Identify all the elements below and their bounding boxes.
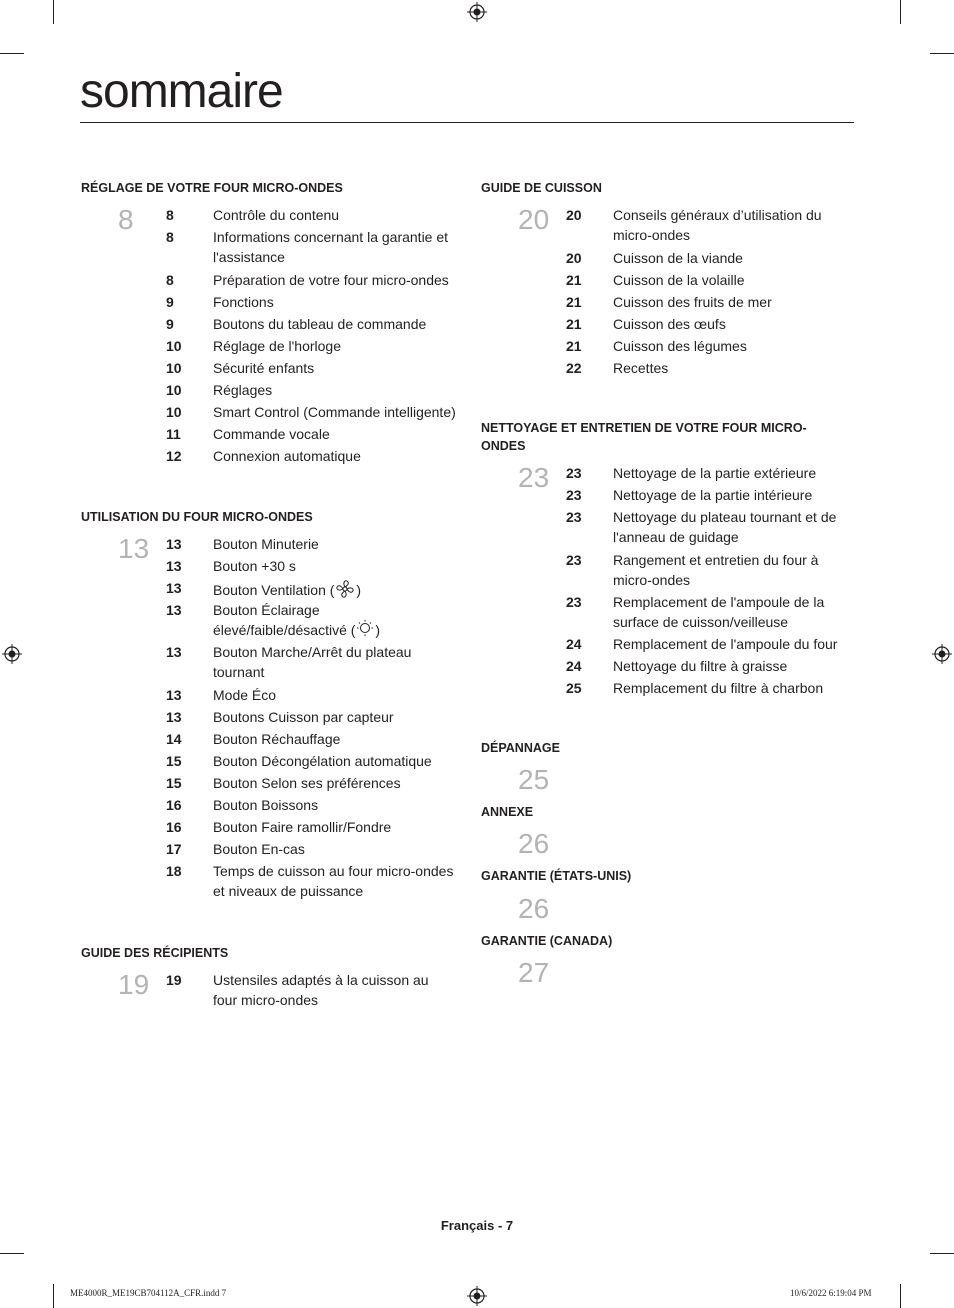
toc-text: Remplacement de l'ampoule de la surface de cuisson/veilleuse xyxy=(613,594,825,630)
toc-text-after: ) xyxy=(356,582,362,599)
section-heading: GARANTIE (ÉTATS-UNIS) xyxy=(481,869,632,883)
toc-text: Réglage de l'horloge xyxy=(213,338,341,354)
toc-text: Smart Control (Commande intelligente) xyxy=(213,404,456,420)
crop-mark xyxy=(930,1253,954,1254)
toc-text-after: ) xyxy=(375,622,381,639)
toc-page: 14 xyxy=(166,731,182,747)
toc-entry[interactable] xyxy=(166,707,456,729)
toc-entry[interactable] xyxy=(166,292,456,314)
toc-page: 15 xyxy=(166,775,182,791)
toc-list xyxy=(166,205,456,468)
section-heading: GUIDE DES RÉCIPIENTS xyxy=(81,946,229,960)
toc-entry[interactable] xyxy=(166,380,456,402)
toc-text: Nettoyage du filtre à graisse xyxy=(613,658,788,674)
toc-entry[interactable] xyxy=(166,446,456,468)
section-reglage xyxy=(81,179,461,197)
toc-entry[interactable] xyxy=(166,424,456,446)
crop-mark xyxy=(900,1284,901,1308)
toc-page: 13 xyxy=(166,580,182,596)
toc-page: 16 xyxy=(166,819,182,835)
toc-page: 20 xyxy=(566,207,582,223)
section-start-page: 27 xyxy=(518,957,550,988)
toc-entry[interactable] xyxy=(166,839,456,861)
registration-mark-icon xyxy=(467,1286,487,1306)
toc-text: Bouton Décongélation automatique xyxy=(213,753,432,769)
toc-entry[interactable] xyxy=(166,861,456,903)
section-start-page: 20 xyxy=(518,204,550,235)
section-heading: ANNEXE xyxy=(481,805,534,819)
title-rule xyxy=(80,122,854,123)
toc-page: 23 xyxy=(566,509,582,525)
toc-text: Cuisson de la volaille xyxy=(613,272,745,288)
toc-page: 15 xyxy=(166,753,182,769)
crop-mark xyxy=(53,0,54,24)
toc-page: 10 xyxy=(166,404,182,420)
toc-page: 8 xyxy=(166,229,174,245)
toc-text: Nettoyage de la partie extérieure xyxy=(613,465,817,481)
toc-entry[interactable] xyxy=(166,578,456,600)
toc-entry[interactable] xyxy=(566,270,856,292)
toc-entry[interactable] xyxy=(566,358,856,380)
toc-page: 9 xyxy=(166,294,174,310)
toc-text: Nettoyage de la partie intérieure xyxy=(613,487,813,503)
toc-page: 23 xyxy=(566,487,582,503)
toc-list xyxy=(166,970,456,1012)
toc-text: Connexion automatique xyxy=(213,448,361,464)
toc-entry[interactable] xyxy=(166,402,456,424)
toc-page: 22 xyxy=(566,360,582,376)
toc-text: Sécurité enfants xyxy=(213,360,315,376)
section-start-page: 26 xyxy=(518,828,550,859)
toc-entry[interactable] xyxy=(166,336,456,358)
section-start-page: 19 xyxy=(118,969,150,1000)
print-timestamp: 10/6/2022 6:19:04 PM xyxy=(790,1288,872,1298)
section-recipients xyxy=(81,944,461,962)
toc-entry[interactable] xyxy=(566,314,856,336)
section-utilisation xyxy=(81,508,461,526)
toc-text: Bouton +30 s xyxy=(213,558,296,574)
toc-page: 13 xyxy=(166,709,182,725)
toc-text: Bouton Selon ses préférences xyxy=(213,775,401,791)
toc-page: 13 xyxy=(166,558,182,574)
toc-page: 8 xyxy=(166,207,174,223)
section-start-page: 8 xyxy=(118,204,134,235)
section-start-page: 23 xyxy=(518,462,550,493)
toc-page: 19 xyxy=(166,972,182,988)
crop-mark xyxy=(930,53,954,54)
crop-mark xyxy=(0,53,24,54)
section-heading: UTILISATION DU FOUR MICRO-ONDES xyxy=(81,510,313,524)
toc-page: 8 xyxy=(166,272,174,288)
toc-page: 10 xyxy=(166,382,182,398)
toc-entry[interactable] xyxy=(566,292,856,314)
toc-text: Rangement et entretien du four à micro-ondes xyxy=(613,552,819,588)
toc-entry[interactable] xyxy=(166,534,456,556)
toc-page: 16 xyxy=(166,797,182,813)
toc-text: Cuisson de la viande xyxy=(613,250,743,266)
toc-entry[interactable] xyxy=(566,336,856,358)
toc-page: 25 xyxy=(566,680,582,696)
toc-entry[interactable] xyxy=(566,463,856,485)
toc-page: 12 xyxy=(166,448,182,464)
toc-page: 24 xyxy=(566,658,582,674)
toc-text: Réglages xyxy=(213,382,273,398)
toc-text: Bouton Marche/Arrêt du plateau tournant xyxy=(213,644,412,680)
toc-entry[interactable] xyxy=(166,970,456,1012)
registration-mark-icon xyxy=(2,644,22,664)
toc-page: 9 xyxy=(166,316,174,332)
toc-text: Bouton Faire ramollir/Fondre xyxy=(213,819,392,835)
toc-text: Commande vocale xyxy=(213,426,330,442)
toc-page: 17 xyxy=(166,841,182,857)
crop-mark xyxy=(900,0,901,24)
registration-mark-icon xyxy=(467,2,487,22)
toc-page: 13 xyxy=(166,602,182,618)
toc-entry[interactable] xyxy=(166,227,456,270)
section-heading: NETTOYAGE ET ENTRETIEN DE VOTRE FOUR MICRO-ONDES xyxy=(481,421,807,453)
toc-entry[interactable] xyxy=(166,795,456,817)
section-cuisson xyxy=(481,179,861,197)
section-annexe[interactable] xyxy=(481,803,781,821)
toc-entry[interactable] xyxy=(166,685,456,707)
toc-entry[interactable] xyxy=(566,550,856,592)
toc-entry[interactable] xyxy=(566,248,856,270)
toc-text: Nettoyage du plateau tournant et de l'anneau de guidage xyxy=(613,509,837,545)
toc-entry[interactable] xyxy=(566,205,856,248)
page-title: sommaire xyxy=(80,65,283,118)
toc-entry[interactable] xyxy=(566,507,856,550)
toc-text-before: Bouton Ventilation ( xyxy=(213,582,335,599)
toc-text: Cuisson des légumes xyxy=(613,338,747,354)
toc-text: Ustensiles adaptés à la cuisson au four micro-ondes xyxy=(213,972,429,1008)
page-footer: Français - 7 xyxy=(440,1218,514,1233)
toc-text: Boutons du tableau de commande xyxy=(213,316,427,332)
toc-text: Cuisson des fruits de mer xyxy=(613,294,772,310)
toc-entry[interactable] xyxy=(566,485,856,507)
toc-text-before: Bouton Éclairage élevé/faible/désactivé ( xyxy=(213,602,356,639)
file-slug: ME4000R_ME19CB704112A_CFR.indd 7 xyxy=(70,1288,227,1298)
registration-mark-icon xyxy=(932,644,952,664)
toc-list xyxy=(566,205,856,380)
toc-text: Bouton Minuterie xyxy=(213,536,319,552)
toc-entry[interactable] xyxy=(166,314,456,336)
toc-text: Conseils généraux d’utilisation du micro-ondes xyxy=(613,207,822,243)
toc-page: 23 xyxy=(566,594,582,610)
toc-entry[interactable] xyxy=(566,634,856,656)
toc-page: 21 xyxy=(566,338,582,354)
toc-text xyxy=(213,600,455,643)
toc-text: Contrôle du contenu xyxy=(213,207,340,223)
toc-text: Informations concernant la garantie et l'assistance xyxy=(213,229,449,265)
toc-page: 24 xyxy=(566,636,582,652)
section-garantie-us[interactable] xyxy=(481,867,781,885)
toc-entry[interactable] xyxy=(566,592,856,634)
toc-page: 20 xyxy=(566,250,582,266)
toc-text: Bouton Boissons xyxy=(213,797,319,813)
toc-page: 23 xyxy=(566,465,582,481)
section-heading: GUIDE DE CUISSON xyxy=(481,181,602,195)
toc-entry[interactable] xyxy=(166,642,456,685)
toc-page: 21 xyxy=(566,272,582,288)
toc-entry[interactable] xyxy=(166,751,456,773)
toc-page: 10 xyxy=(166,360,182,376)
toc-list xyxy=(566,463,856,700)
toc-text: Cuisson des œufs xyxy=(613,316,726,332)
section-heading: GARANTIE (CANADA) xyxy=(481,934,613,948)
crop-mark xyxy=(53,1284,54,1308)
section-depannage[interactable] xyxy=(481,739,781,757)
toc-text: Remplacement du filtre à charbon xyxy=(613,680,824,696)
toc-page: 23 xyxy=(566,552,582,568)
section-start-page: 13 xyxy=(118,533,150,564)
toc-text: Remplacement de l'ampoule du four xyxy=(613,636,838,652)
section-heading: DÉPANNAGE xyxy=(481,741,560,755)
toc-text: Préparation de votre four micro-ondes xyxy=(213,272,449,288)
crop-mark xyxy=(0,1253,24,1254)
toc-entry[interactable] xyxy=(166,817,456,839)
toc-list xyxy=(166,534,456,903)
toc-page: 13 xyxy=(166,644,182,660)
toc-text: Boutons Cuisson par capteur xyxy=(213,709,394,725)
toc-page: 11 xyxy=(166,426,181,442)
toc-entry[interactable] xyxy=(166,729,456,751)
toc-entry[interactable] xyxy=(566,678,856,700)
toc-entry[interactable] xyxy=(566,656,856,678)
toc-page: 13 xyxy=(166,536,182,552)
toc-entry[interactable] xyxy=(166,556,456,578)
toc-text: Bouton En-cas xyxy=(213,841,305,857)
toc-entry[interactable] xyxy=(166,205,456,227)
section-start-page: 26 xyxy=(518,893,550,924)
toc-entry[interactable] xyxy=(166,773,456,795)
toc-entry[interactable] xyxy=(166,600,456,642)
toc-text: Bouton Réchauffage xyxy=(213,731,341,747)
toc-text: Temps de cuisson au four micro-ondes et niveaux de puissance xyxy=(213,863,454,899)
section-heading: RÉGLAGE DE VOTRE FOUR MICRO-ONDES xyxy=(81,181,343,195)
toc-page: 13 xyxy=(166,687,182,703)
toc-entry[interactable] xyxy=(166,270,456,292)
toc-page: 18 xyxy=(166,863,182,879)
section-garantie-ca[interactable] xyxy=(481,932,781,950)
section-nettoyage xyxy=(481,419,821,455)
toc-text: Recettes xyxy=(613,360,669,376)
toc-page: 10 xyxy=(166,338,182,354)
light-icon xyxy=(355,620,375,643)
toc-page: 21 xyxy=(566,316,582,332)
toc-text: Fonctions xyxy=(213,294,274,310)
toc-page: 21 xyxy=(566,294,582,310)
toc-entry[interactable] xyxy=(166,358,456,380)
section-start-page: 25 xyxy=(518,764,550,795)
toc-text: Mode Éco xyxy=(213,687,277,703)
